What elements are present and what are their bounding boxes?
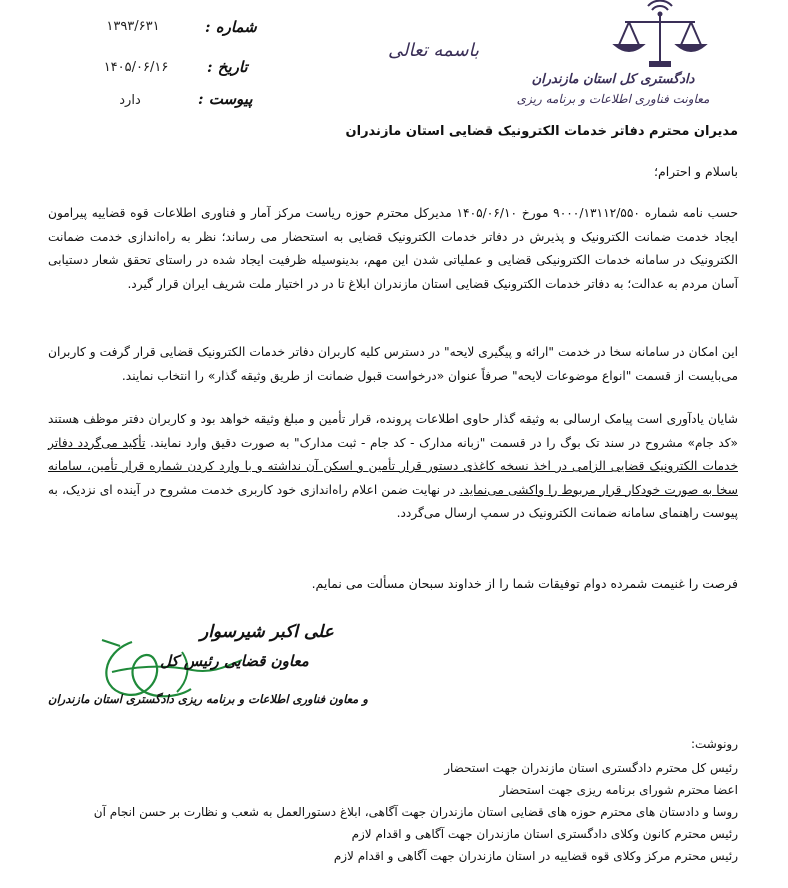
cc-item: رئیس محترم کانون وکلای دادگستری استان مازندران جهت آگاهی و اقدام لازم [351,827,738,841]
signatory-department: و معاون فناوری اطلاعات و برنامه ریزی دادگستری استان مازندران [48,692,368,706]
signatory-title: معاون قضایی رئیس کل [160,652,309,670]
date-label: تاریخ : [207,58,248,76]
closing-line: فرصت را غنیمت شمرده دوام توفیقات شما را از خداوند سبحان مسألت می نمایم. [311,576,738,591]
cc-list [94,757,738,867]
cc-item: اعضا محترم شورای برنامه ریزی جهت استحضار [499,783,738,797]
paragraph-3-text-a: شایان یادآوری است پیامک ارسالی به وثیقه گذار حاوی اطلاعات پرونده، قرار تأمین و مبلغ وثیقه خواهد بود و کاربران دفتر موظف هستند «کد جام» مشروح در سند تک بوگ را در قسمت "زبانه مدارک - کد جام - ثبت مدارک" به صورت دقیق وارد نمایند. [48,412,738,450]
number-label: شماره : [205,18,257,36]
cc-item: روسا و دادستان های محترم حوزه های قضایی استان مازندران جهت آگاهی، ابلاغ دستورالعمل به شعب و نظارت بر حسن انجام آن [93,805,738,819]
cc-item: رئیس کل محترم دادگستری استان مازندران جهت استحضار [444,761,738,775]
cc-title: رونوشت: [690,737,738,751]
body-paragraph-3 [48,408,738,526]
body-paragraph-2: این امکان در سامانه سخا در خدمت "ارائه و پیگیری لایحه" در دسترس کلیه کاربران دفاتر خدمات الکترونیک قضایی قرار گرفت و کاربران می‌بایست از قسمت "انواع موضوعات لایحه" صرفاً عنوان «درخواست قبول ضمانت از طریق وثیقه گذار» را انتخاب نمایند. [48,345,738,383]
date-value: ۱۴۰۵/۰۶/۱۶ [103,60,169,75]
body-paragraph-1: حسب نامه شماره ۹۰۰۰/۱۳۱۱۲/۵۵۰ مورخ ۱۴۰۵/۰۶/۱۰ مدیرکل محترم حوزه ریاست مرکز آمار و فناوری اطلاعات قوه قضاییه پیرامون ایجاد خدمت ضمانت الکترونیک و پذیرش در دفاتر خدمات الکترونیک قضایی به استحضار می رساند؛ نظر به راه‌اندازی خدمت ضمانت الکترونیک در سامانه خدمات الکترونیکی قضایی و عملیاتی شدن این مهم، بدینوسیله ظرفیت ایجاد شده در راستای تحقق شعار دستیابی آسان مردم به عدالت؛ به دفاتر خدمات الکترونیک قضایی استان مازندران ابلاغ تا در در اختیار ملت شریف ایران قرار گیرد. [48,206,738,291]
scales-of-justice-icon [595,0,725,70]
org-name-line2: معاونت فناوری اطلاعات و برنامه ریزی [516,92,710,106]
basmala-text: باسمه تعالی [388,40,480,61]
number-value: ۱۳۹۳/۶۳۱ [106,19,160,34]
attachment-value: دارد [119,93,141,108]
attachment-label: پیوست : [198,90,253,108]
signatory-name: علی اکبر شیرسوار [200,622,334,642]
greeting: باسلام و احترام؛ [654,164,738,179]
org-name-line1: دادگستری کل استان مازندران [531,72,695,87]
cc-item: رئیس محترم مرکز وکلای قوه قضاییه در استان مازندران جهت آگاهی و اقدام لازم [333,849,738,863]
recipient-line: مدیران محترم دفاتر خدمات الکترونیک قضایی استان مازندران [345,124,738,139]
paragraph-3-text-b: در نهایت ضمن اعلام راه‌اندازی خود کاربری خدمت مشروح در آینده ای نزدیک، به پیوست راهنمای سامانه ضمانت الکترونیک در سمپ ارسال می‌گردد. [48,482,738,520]
paragraph-3-underlined: تأکید می‌گردد دفاتر خدمات الکترونیک قضایی الزامی در اخذ نسخه کاغذی دستور قرار تأمین و اسکن آن نداشته و با وارد کردن شماره قرار تأمین، سامانه سخا به صورت خودکار قرار مربوط را واکشی می‌نماید. [48,435,738,497]
